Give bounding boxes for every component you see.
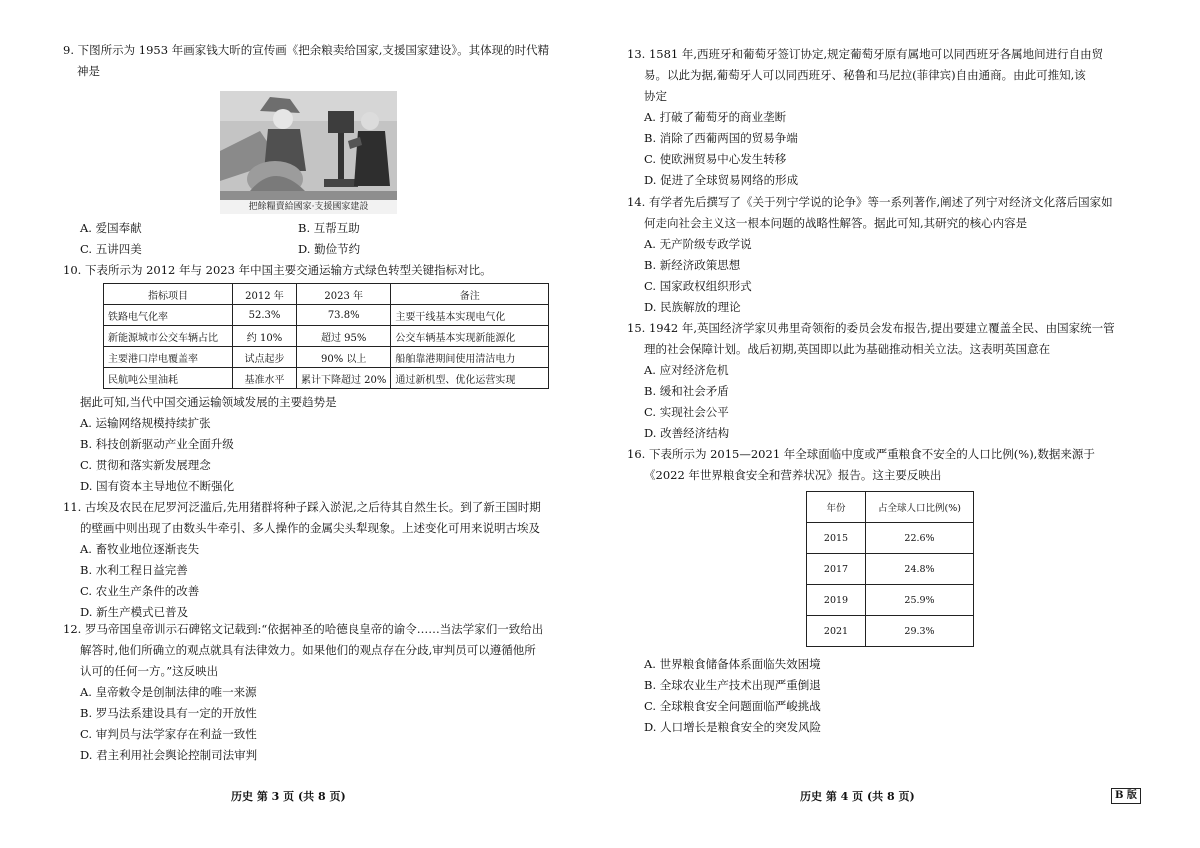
question-16-stem: 16. 下表所示为 2015—2021 年全球面临中度或严重粮食不安全的人口比例(%),数据来源于 xyxy=(627,447,1095,461)
table-row xyxy=(104,368,549,389)
table-header: 2023 年 xyxy=(297,284,391,305)
table-cell: 民航吨公里油耗 xyxy=(104,368,233,389)
option-b: B. 科技创新驱动产业全面升级 xyxy=(80,437,234,451)
table-cell: 超过 95% xyxy=(297,326,391,347)
table-cell: 公交车辆基本实现新能源化 xyxy=(391,326,549,347)
table-row xyxy=(104,347,549,368)
question-9 xyxy=(63,40,583,82)
question-9-stem-cont: 神是 xyxy=(77,64,100,78)
table-cell: 90% 以上 xyxy=(297,347,391,368)
question-12-stem-cont2: 认可的任何一方。”这反映出 xyxy=(80,664,219,678)
question-10-stem: 10. 下表所示为 2012 年与 2023 年中国主要交通运输方式绿色转型关键指标对比。 xyxy=(63,263,492,277)
option-d: D. 国有资本主导地位不断强化 xyxy=(80,479,235,493)
question-11 xyxy=(63,497,583,623)
option-c: C. 使欧洲贸易中心发生转移 xyxy=(644,152,787,166)
table-cell: 基准水平 xyxy=(233,368,297,389)
question-11-stem: 11. 古埃及农民在尼罗河泛滥后,先用猪群将种子踩入淤泥,之后待其自然生长。到了新王国时期 xyxy=(63,500,541,514)
question-16-stem-cont: 《2022 年世界粮食安全和营养状况》报告。这主要反映出 xyxy=(644,468,942,482)
option-c: C. 五讲四美 xyxy=(80,242,142,256)
question-9-options xyxy=(63,218,583,260)
question-15 xyxy=(627,318,1157,444)
option-c: C. 贯彻和落实新发展理念 xyxy=(80,458,211,472)
table-cell: 73.8% xyxy=(297,305,391,326)
option-d: D. 民族解放的理论 xyxy=(644,300,741,314)
option-b: B. 消除了西葡两国的贸易争端 xyxy=(644,131,798,145)
question-14 xyxy=(627,192,1157,318)
option-d: D. 勤俭节约 xyxy=(298,242,361,256)
question-12-stem: 12. 罗马帝国皇帝训示石碑铭文记载到:“依据神圣的哈德良皇帝的谕令……当法学家们一致给出 xyxy=(63,622,544,636)
question-13-stem-cont: 易。以此为据,葡萄牙人可以同西班牙、秘鲁和马尼拉(菲律宾)自由通商。由此可推知,该 xyxy=(644,68,1086,82)
option-a: A. 运输网络规模持续扩张 xyxy=(80,416,211,430)
option-b: B. 罗马法系建设具有一定的开放性 xyxy=(80,706,257,720)
option-d: D. 人口增长是粮食安全的突发风险 xyxy=(644,720,822,734)
table-cell: 累计下降超过 20% xyxy=(297,368,391,389)
poster-caption: 把餘糧賣給國家·支援國家建設 xyxy=(220,200,397,214)
right-page xyxy=(600,0,1200,848)
version-badge: B 版 xyxy=(1111,788,1141,804)
table-header: 占全球人口比例(%) xyxy=(866,492,974,523)
question-12 xyxy=(63,619,583,766)
table-cell: 新能源城市公交车辆占比 xyxy=(104,326,233,347)
option-a: A. 无产阶级专政学说 xyxy=(644,237,752,251)
option-c: C. 农业生产条件的改善 xyxy=(80,584,200,598)
table-row xyxy=(807,585,974,616)
table-cell: 2017 xyxy=(807,554,866,585)
table-cell: 试点起步 xyxy=(233,347,297,368)
table-cell: 2021 xyxy=(807,616,866,647)
table-cell: 主要港口岸电覆盖率 xyxy=(104,347,233,368)
option-b: B. 全球农业生产技术出现严重倒退 xyxy=(644,678,821,692)
table-row xyxy=(807,616,974,647)
option-d: D. 改善经济结构 xyxy=(644,426,730,440)
green-transport-table xyxy=(103,283,549,389)
question-10 xyxy=(63,260,583,281)
poster-illustration xyxy=(220,91,397,200)
question-14-stem-cont: 何走向社会主义这一根本问题的战略性解答。据此可知,其研究的核心内容是 xyxy=(644,216,1028,230)
table-cell: 主要干线基本实现电气化 xyxy=(391,305,549,326)
table-cell: 2019 xyxy=(807,585,866,616)
option-c: C. 全球粮食安全问题面临严峻挑战 xyxy=(644,699,821,713)
table-cell: 船舶靠港期间使用清洁电力 xyxy=(391,347,549,368)
option-a: A. 打破了葡萄牙的商业垄断 xyxy=(644,110,787,124)
propaganda-poster-image xyxy=(220,91,397,214)
food-insecurity-table xyxy=(806,491,974,647)
table-row xyxy=(807,523,974,554)
table-cell: 铁路电气化率 xyxy=(104,305,233,326)
option-b: B. 互帮互助 xyxy=(298,221,360,235)
option-d: D. 促进了全球贸易网络的形成 xyxy=(644,173,799,187)
table-cell: 约 10% xyxy=(233,326,297,347)
table-cell: 52.3% xyxy=(233,305,297,326)
table-header-row xyxy=(104,284,549,305)
option-b: B. 水利工程日益完善 xyxy=(80,563,188,577)
option-b: B. 缓和社会矛盾 xyxy=(644,384,729,398)
option-a: A. 皇帝敕令是创制法律的唯一来源 xyxy=(80,685,257,699)
question-13-stem: 13. 1581 年,西班牙和葡萄牙签订协定,规定葡萄牙原有属地可以同西班牙各属地间进行自由贸 xyxy=(627,47,1104,61)
option-a: A. 爱国奉献 xyxy=(80,221,142,235)
option-c: C. 国家政权组织形式 xyxy=(644,279,752,293)
table-header: 备注 xyxy=(391,284,549,305)
table-header-row xyxy=(807,492,974,523)
question-9-stem: 9. 下图所示为 1953 年画家钱大昕的宣传画《把余粮卖给国家,支援国家建设》。其体现的时代精 xyxy=(63,43,550,57)
table-header: 年份 xyxy=(807,492,866,523)
question-12-stem-cont: 解答时,他们所确立的观点就具有法律效力。如果他们的观点存在分歧,审判员可以遵循他所 xyxy=(80,643,536,657)
question-16-options xyxy=(627,654,1157,738)
table-cell: 通过新机型、优化运营实现 xyxy=(391,368,549,389)
table-cell: 25.9% xyxy=(866,585,974,616)
option-a: A. 畜牧业地位逐渐丧失 xyxy=(80,542,200,556)
question-11-stem-cont: 的壁画中则出现了由数头牛牵引、多人操作的金属尖头犁现象。上述变化可用来说明古埃及 xyxy=(80,521,540,535)
table-cell: 22.6% xyxy=(866,523,974,554)
option-b: B. 新经济政策思想 xyxy=(644,258,741,272)
table-header: 指标项目 xyxy=(104,284,233,305)
table-row xyxy=(807,554,974,585)
option-c: C. 实现社会公平 xyxy=(644,405,729,419)
table-header: 2012 年 xyxy=(233,284,297,305)
question-15-stem-cont: 理的社会保障计划。战后初期,英国即以此为基础推动相关立法。这表明英国意在 xyxy=(644,342,1051,356)
option-d: D. 新生产模式已普及 xyxy=(80,605,189,619)
table-cell: 29.3% xyxy=(866,616,974,647)
option-c: C. 审判员与法学家存在利益一致性 xyxy=(80,727,257,741)
page-footer-right: 历史 第 4 页 (共 8 页) xyxy=(800,790,915,803)
page-footer-left: 历史 第 3 页 (共 8 页) xyxy=(231,790,346,803)
table-row xyxy=(104,305,549,326)
table-cell: 2015 xyxy=(807,523,866,554)
question-14-stem: 14. 有学者先后撰写了《关于列宁学说的论争》等一系列著作,阐述了列宁对经济文化落后国家如 xyxy=(627,195,1113,209)
option-a: A. 世界粮食储备体系面临失效困境 xyxy=(644,657,821,671)
table-cell: 24.8% xyxy=(866,554,974,585)
option-d: D. 君主利用社会舆论控制司法审判 xyxy=(80,748,258,762)
table-row xyxy=(104,326,549,347)
option-a: A. 应对经济危机 xyxy=(644,363,729,377)
question-13-stem-cont2: 协定 xyxy=(644,89,667,103)
question-15-stem: 15. 1942 年,英国经济学家贝弗里奇领衔的委员会发布报告,提出要建立覆盖全民、由国家统一管 xyxy=(627,321,1115,335)
question-10-lead: 据此可知,当代中国交通运输领域发展的主要趋势是 xyxy=(80,395,337,409)
question-16 xyxy=(627,444,1157,486)
question-10-body xyxy=(63,392,583,497)
question-13 xyxy=(627,44,1157,191)
